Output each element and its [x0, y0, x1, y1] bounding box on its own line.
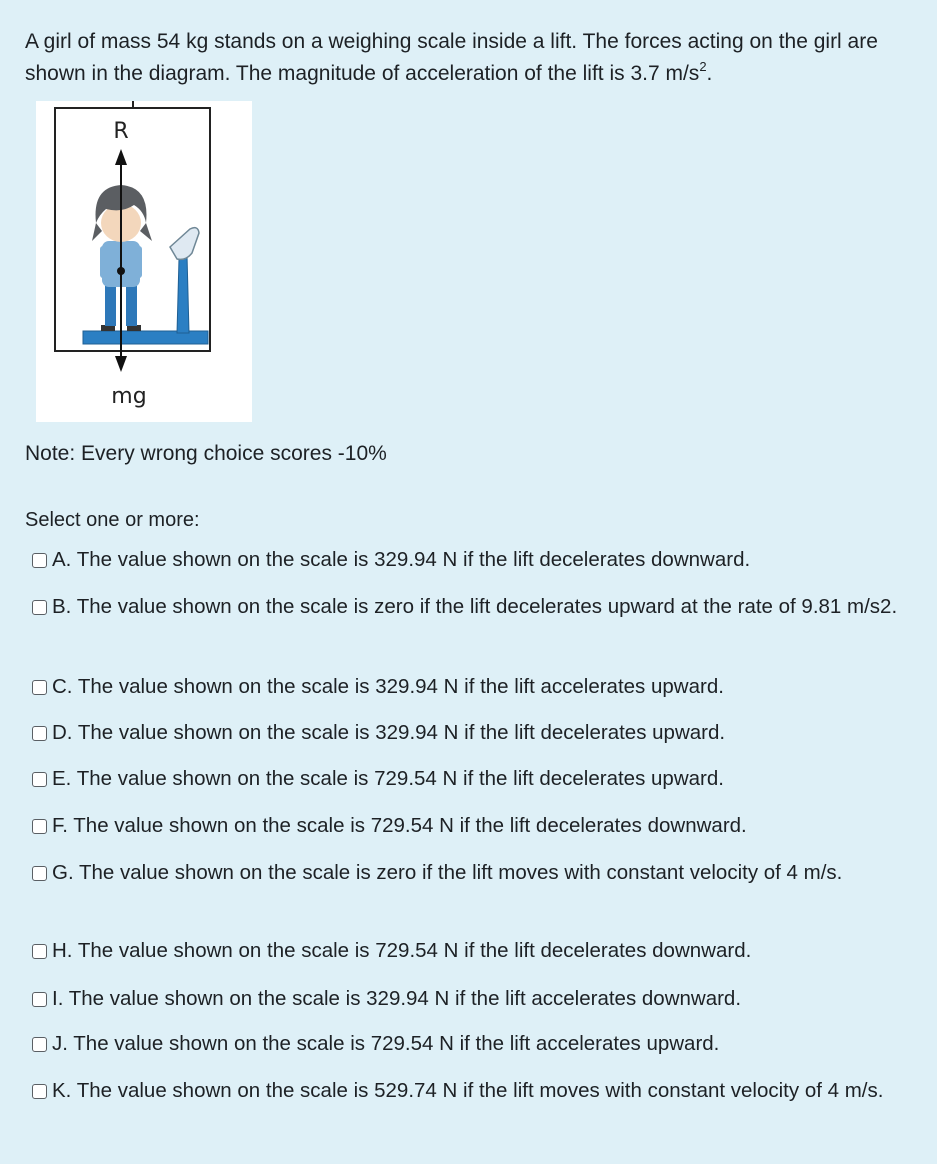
option-k-label: K. The value shown on the scale is 529.74 N if the lift moves with constant velocity of 4 m/s.	[52, 1079, 884, 1102]
weighing-scale-column	[177, 255, 189, 333]
option-j-label: J. The value shown on the scale is 729.54 N if the lift accelerates upward.	[52, 1032, 720, 1055]
option-d[interactable]	[32, 716, 912, 749]
option-h-label: H. The value shown on the scale is 729.54 N if the lift decelerates downward.	[52, 939, 752, 962]
checkbox-option-k[interactable]	[32, 1084, 47, 1099]
option-f[interactable]	[32, 809, 912, 842]
reaction-force-arrow-icon	[115, 149, 127, 165]
option-d-label: D. The value shown on the scale is 329.94 N if the lift decelerates upward.	[52, 721, 726, 744]
scoring-note: Note: Every wrong choice scores -10%	[25, 442, 387, 465]
checkbox-option-d[interactable]	[32, 726, 47, 741]
option-j[interactable]	[32, 1027, 912, 1060]
girl-left-leg	[105, 283, 116, 326]
question-text-superscript: 2	[699, 59, 707, 74]
checkbox-option-g[interactable]	[32, 866, 47, 881]
girl-right-leg	[126, 283, 137, 326]
checkbox-option-f[interactable]	[32, 819, 47, 834]
centre-of-mass-dot	[117, 267, 125, 275]
option-b[interactable]	[32, 590, 912, 623]
girl-left-arm	[100, 246, 107, 278]
checkbox-option-j[interactable]	[32, 1037, 47, 1052]
option-k[interactable]	[32, 1074, 912, 1107]
checkbox-option-a[interactable]	[32, 553, 47, 568]
weight-force-label: mg	[111, 384, 147, 409]
option-g-label: G. The value shown on the scale is zero if the lift moves with constant velocity of 4 m/s.	[52, 861, 843, 884]
checkbox-option-c[interactable]	[32, 680, 47, 695]
question-text	[25, 26, 915, 90]
girl-hair-left	[92, 223, 102, 241]
checkbox-option-b[interactable]	[32, 600, 47, 615]
weighing-scale-display	[170, 228, 199, 260]
answer-prompt: Select one or more:	[25, 509, 200, 531]
reaction-force-label: R	[113, 119, 129, 144]
checkbox-option-h[interactable]	[32, 944, 47, 959]
option-i[interactable]	[32, 982, 912, 1015]
weight-force-arrow-icon	[115, 356, 127, 372]
option-e-label: E. The value shown on the scale is 729.54 N if the lift decelerates upward.	[52, 767, 724, 790]
lift-diagram-image	[36, 101, 252, 422]
option-a[interactable]	[32, 543, 912, 576]
option-i-label: I. The value shown on the scale is 329.94 N if the lift accelerates downward.	[52, 987, 742, 1010]
lift-force-diagram	[36, 101, 252, 422]
option-c-label: C. The value shown on the scale is 329.94 N if the lift accelerates upward.	[52, 675, 724, 698]
option-f-label: F. The value shown on the scale is 729.54 N if the lift decelerates downward.	[52, 814, 747, 837]
girl-right-arm	[135, 246, 142, 278]
checkbox-option-e[interactable]	[32, 772, 47, 787]
option-b-label: B. The value shown on the scale is zero if the lift decelerates upward at the rate of 9.81 m/s2.	[52, 595, 898, 618]
option-e[interactable]	[32, 762, 912, 795]
option-h[interactable]	[32, 934, 912, 967]
checkbox-option-i[interactable]	[32, 992, 47, 1007]
question-text-end: .	[706, 62, 713, 85]
girl-hair-right	[140, 223, 152, 241]
option-c[interactable]	[32, 670, 912, 703]
option-g[interactable]	[32, 856, 912, 889]
question-text-main: A girl of mass 54 kg stands on a weighing scale inside a lift. The forces acting on the girl are shown in the diagram. The magnitude of acceleration of the lift is 3.7 m/s	[25, 30, 878, 85]
option-a-label: A. The value shown on the scale is 329.94 N if the lift decelerates downward.	[52, 548, 751, 571]
